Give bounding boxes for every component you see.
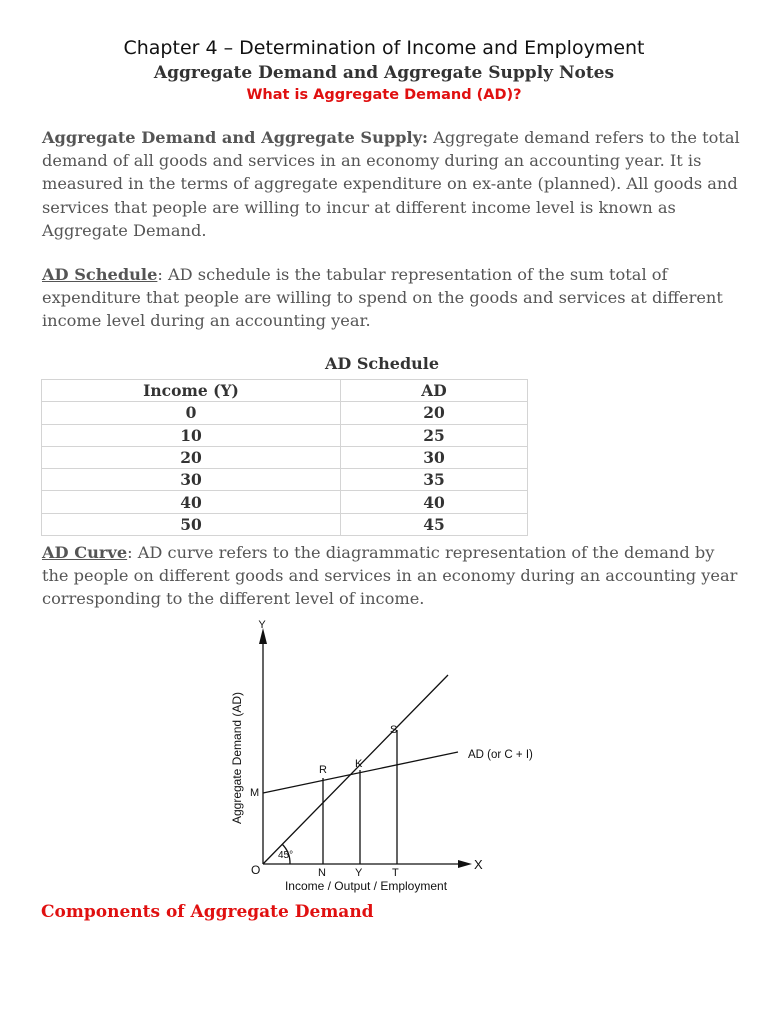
table-cell: 30	[341, 446, 528, 468]
ad-schedule-body: : AD schedule is the tabular representation of the sum total of expenditure that people are willing to spend on the goods and services at different income level during an accounting year.	[42, 265, 723, 331]
table-caption: AD Schedule	[324, 354, 440, 373]
table-cell: 40	[341, 491, 528, 513]
curve-label: AD (or C + I)	[468, 749, 533, 761]
y-axis-label: Aggregate Demand (AD)	[230, 691, 244, 825]
section-question-heading: What is Aggregate Demand (AD)?	[246, 87, 522, 103]
definition-body: Aggregate demand refers to the total demand of all goods and services in an economy during an accounting year. It is measured in the terms of aggregate expenditure on ex-ante (planned). All goods and services that people are willing to incur at different income level is known as Aggregate Demand.	[42, 128, 740, 240]
x-axis-arrow	[458, 860, 472, 868]
table-cell: 50	[42, 513, 341, 535]
ad-curve-definition	[42, 541, 742, 611]
x-axis-label: Income / Output / Employment	[284, 879, 448, 893]
point-label-m: M	[250, 787, 260, 799]
point-label-n: N	[318, 867, 326, 879]
chapter-title: Chapter 4 – Determination of Income and Employment	[123, 37, 645, 59]
table-row	[42, 424, 528, 446]
table-row	[42, 469, 528, 491]
table-cell: 20	[341, 402, 528, 424]
table-header-row	[42, 380, 528, 402]
table-cell: 0	[42, 402, 341, 424]
table-row	[42, 402, 528, 424]
ad-schedule-definition	[42, 263, 742, 333]
point-label-t: T	[392, 867, 399, 879]
ad-schedule-table	[41, 379, 528, 536]
ad-curve-diagram	[222, 612, 562, 897]
ad-curve-body: : AD curve refers to the diagrammatic representation of the demand by the people on different goods and services in an economy during an accounting year corresponding to the different level of income.	[42, 543, 738, 609]
origin-label: O	[251, 863, 261, 877]
x-axis-letter: X	[474, 857, 483, 872]
components-heading: Components of Aggregate Demand	[41, 902, 374, 922]
table-row	[42, 446, 528, 468]
table-cell: 40	[42, 491, 341, 513]
table-row	[42, 513, 528, 535]
table-cell: 30	[42, 469, 341, 491]
ad-curve-lead: AD Curve	[42, 543, 128, 562]
table-cell: 10	[42, 424, 341, 446]
column-header: Income (Y)	[42, 380, 341, 402]
point-label-k: K	[355, 758, 363, 770]
table-cell: 35	[341, 469, 528, 491]
point-label-r: R	[319, 764, 327, 776]
ad-schedule-lead: AD Schedule	[42, 265, 158, 284]
column-header: AD	[341, 380, 528, 402]
definition-lead: Aggregate Demand and Aggregate Supply:	[42, 128, 429, 147]
table-cell: 45	[341, 513, 528, 535]
point-label-y: Y	[355, 867, 363, 879]
point-label-s: S	[390, 724, 398, 736]
aggregate-demand-definition	[42, 126, 742, 242]
notes-title: Aggregate Demand and Aggregate Supply Notes	[153, 63, 615, 83]
table-cell: 20	[42, 446, 341, 468]
table-cell: 25	[341, 424, 528, 446]
table-row	[42, 491, 528, 513]
angle-label: 45°	[278, 850, 294, 861]
y-axis-letter: Y	[258, 619, 266, 631]
